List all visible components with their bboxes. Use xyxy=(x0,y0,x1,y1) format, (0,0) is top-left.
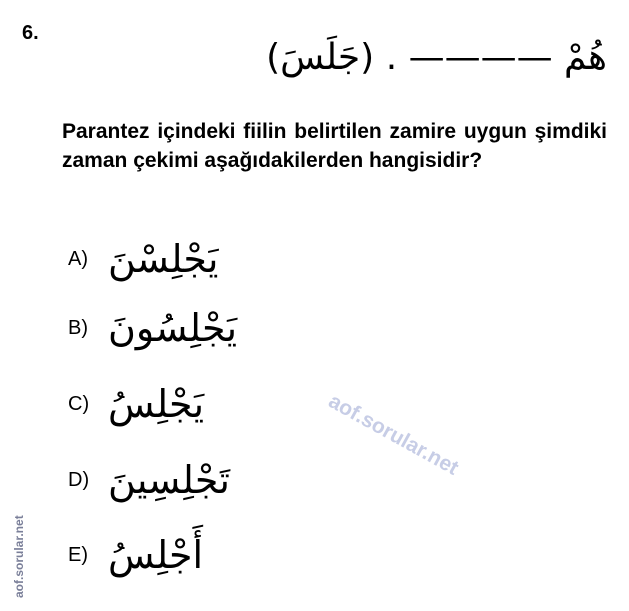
option-b-text: يَجْلِسُونَ xyxy=(108,306,238,350)
option-e-label: E) xyxy=(68,543,88,566)
option-a-text: يَجْلِسْنَ xyxy=(108,237,219,281)
option-b-label: B) xyxy=(68,316,88,339)
side-watermark: aof.sorular.net xyxy=(12,515,26,598)
diagonal-watermark: aof.sorular.net xyxy=(324,389,463,480)
option-a[interactable] xyxy=(68,229,219,289)
pronoun-text: هُمْ xyxy=(564,37,607,78)
period-mark: . xyxy=(385,37,398,78)
arabic-prompt-line xyxy=(187,28,607,88)
option-e-text: أَجْلِسُ xyxy=(108,533,204,577)
option-e[interactable] xyxy=(68,525,203,585)
option-d[interactable] xyxy=(68,450,230,510)
option-d-text: تَجْلِسِينَ xyxy=(108,458,230,502)
verb-in-parentheses: (جَلَسَ) xyxy=(266,37,375,78)
option-d-label: D) xyxy=(68,468,90,491)
blank-line: ———— xyxy=(408,37,553,78)
option-b[interactable] xyxy=(68,298,237,358)
option-c[interactable] xyxy=(68,374,204,434)
question-number: 6. xyxy=(22,22,39,44)
question-text: Parantez içindeki fiilin belirtilen zamire uygun şimdiki zaman çekimi aşağıdakilerden hangisidir? xyxy=(62,120,607,172)
option-c-text: يَجْلِسُ xyxy=(108,382,205,426)
option-c-label: C) xyxy=(68,392,90,415)
option-a-label: A) xyxy=(68,247,88,270)
